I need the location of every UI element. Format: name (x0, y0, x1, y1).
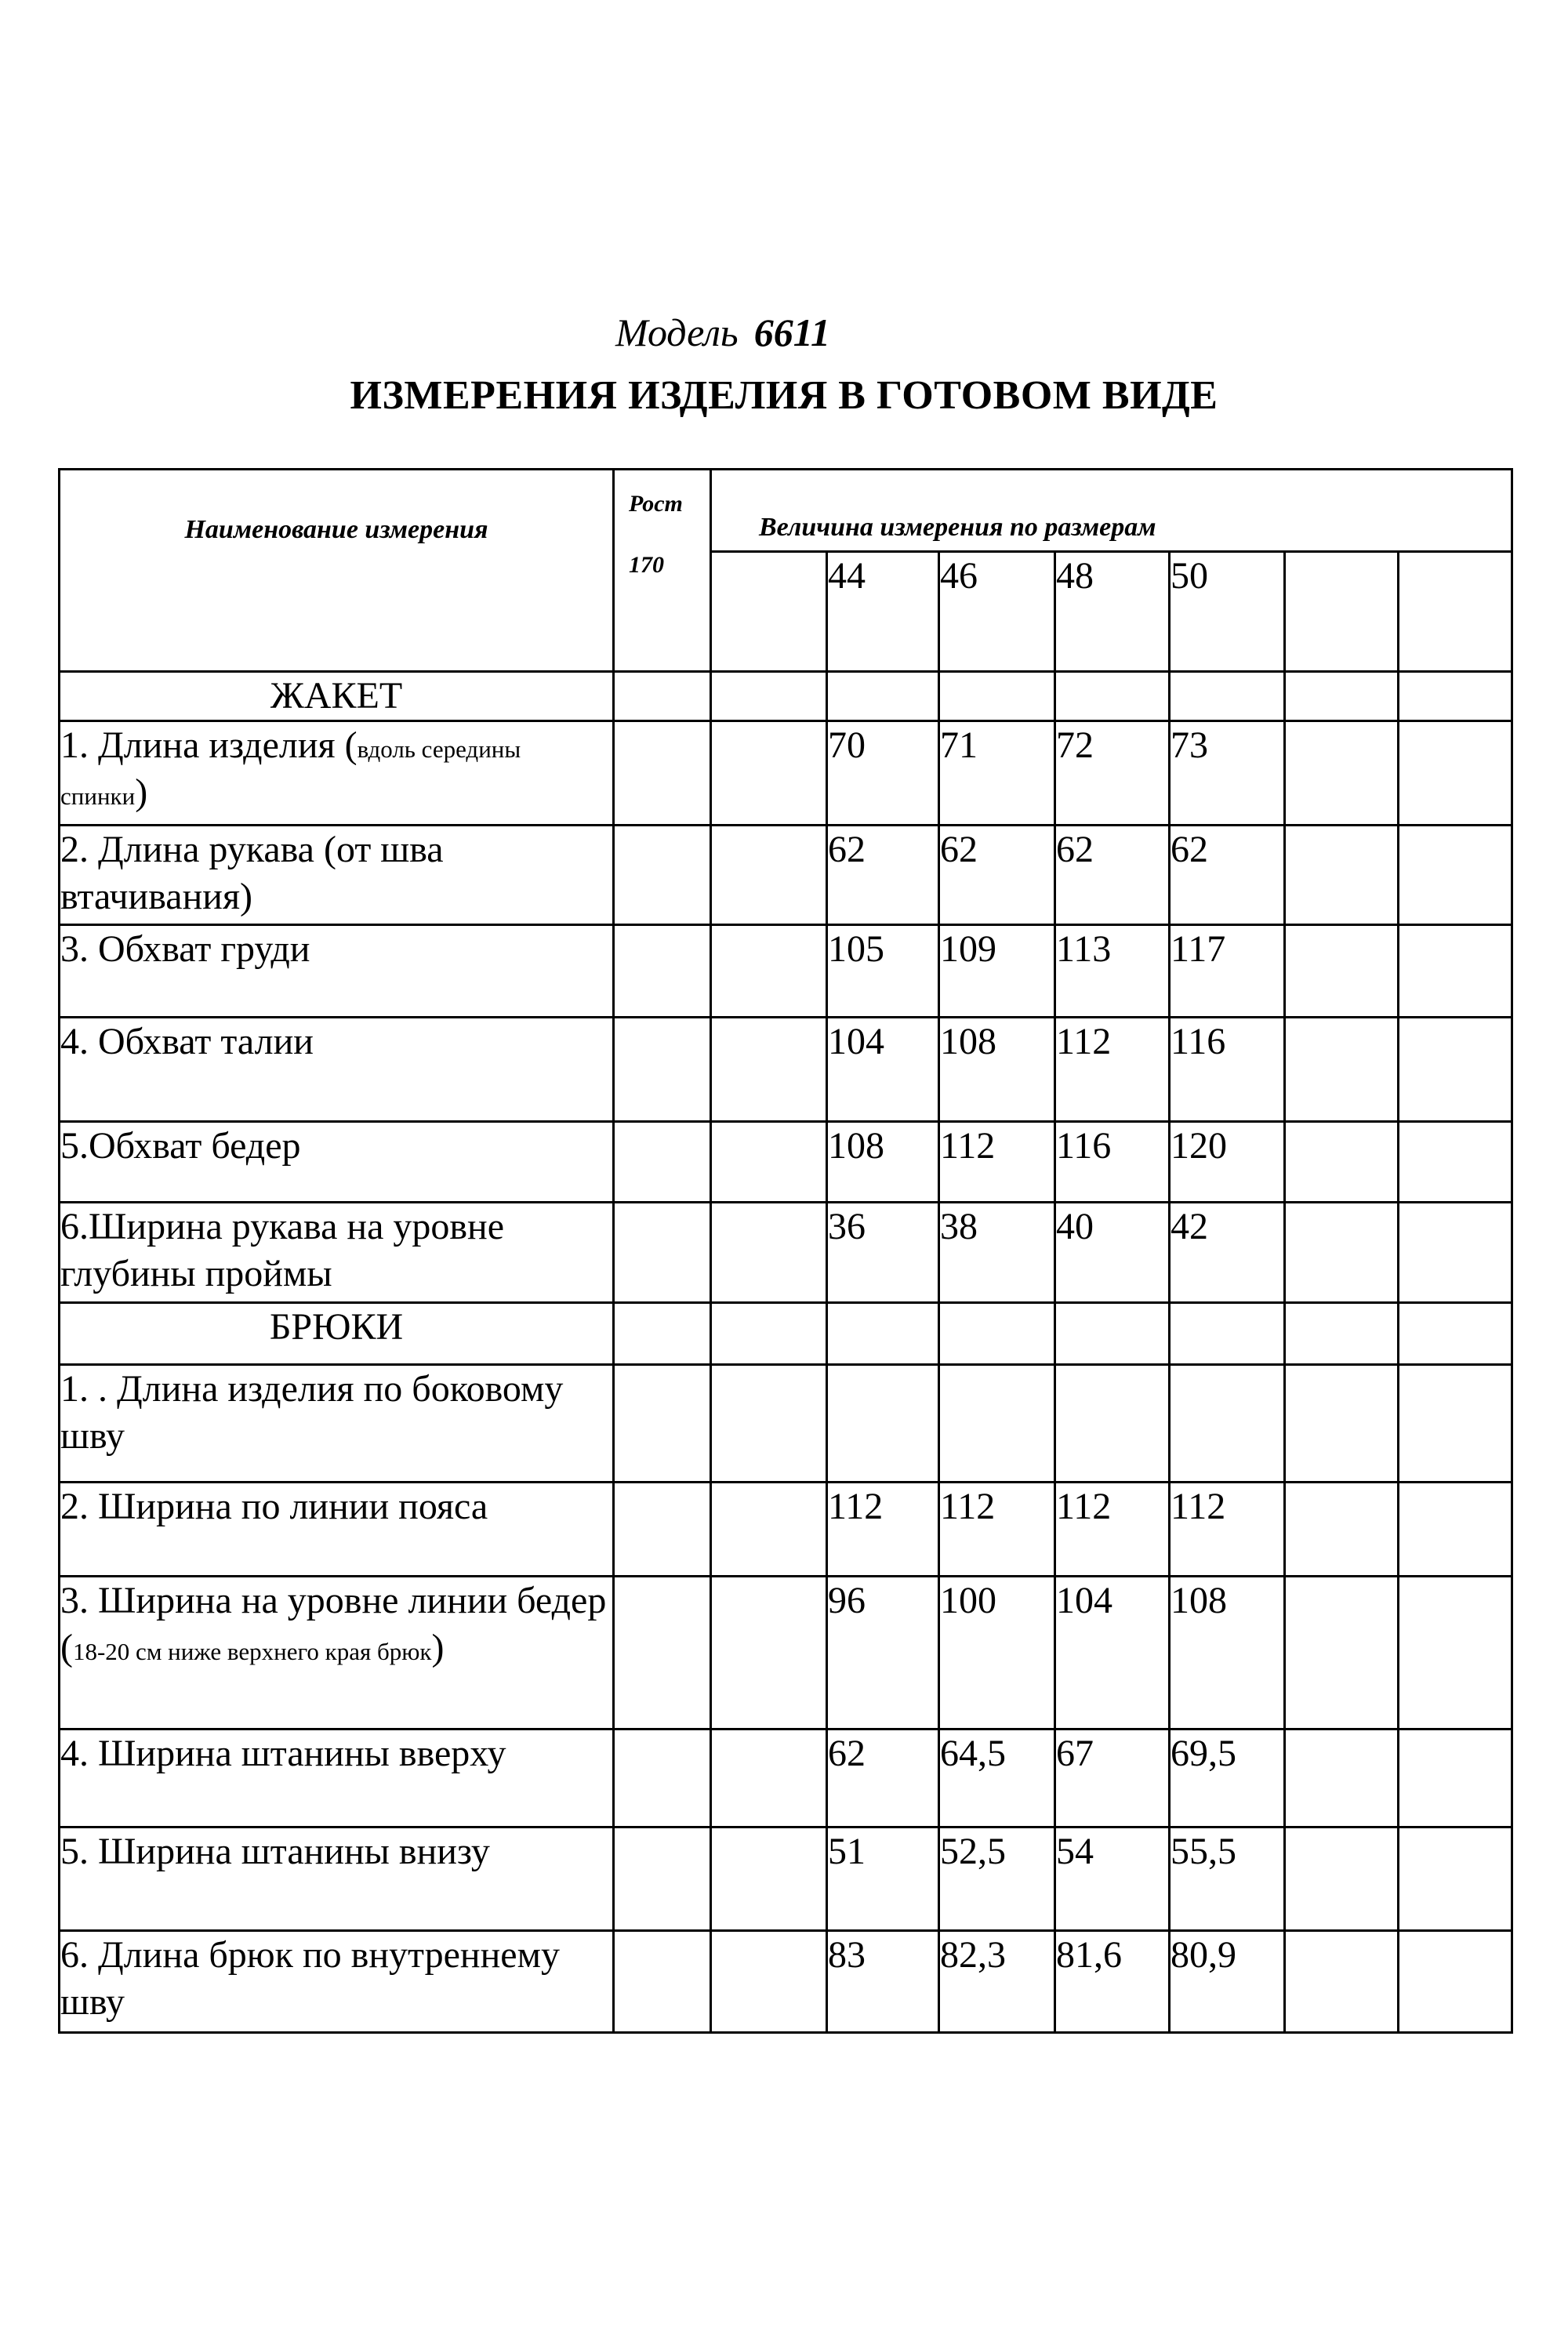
empty-cell (1170, 1303, 1285, 1365)
measurement-name (60, 1931, 614, 2033)
measurement-name-text: 5. Ширина штанины внизу (60, 1831, 490, 1872)
table-row (60, 1730, 1512, 1828)
value-cell: 112 (1055, 1018, 1170, 1122)
empty-cell (711, 1483, 827, 1577)
header-name-cell (60, 470, 614, 672)
empty-cell (711, 1122, 827, 1203)
value-cell: 82,3 (939, 1931, 1055, 2033)
section-title-row (60, 1303, 1512, 1365)
rost-cell (614, 925, 711, 1018)
table-row (60, 1577, 1512, 1730)
empty-cell (1399, 721, 1512, 826)
empty-cell (711, 1577, 827, 1730)
rost-cell (614, 1018, 711, 1122)
measurement-name-text: 2. Длина рукава (от шва втачивания) (60, 829, 444, 917)
measurement-name (60, 1122, 614, 1203)
measurement-name (60, 1483, 614, 1577)
rost-cell (614, 1203, 711, 1303)
measurement-name (60, 1365, 614, 1483)
measurement-name-text: 6. Длина брюк по внутреннему шву (60, 1934, 560, 2023)
table-row (60, 826, 1512, 925)
rost-cell (614, 1931, 711, 2033)
header-sizes-caption-cell (711, 470, 1512, 552)
value-cell (939, 1365, 1055, 1483)
model-label: Модель (615, 310, 739, 354)
value-cell: 120 (1170, 1122, 1285, 1203)
value-cell: 112 (827, 1483, 939, 1577)
table-row (60, 1122, 1512, 1203)
empty-cell (1285, 826, 1399, 925)
value-cell: 117 (1170, 925, 1285, 1018)
measurement-name-text: 1. Длина изделия ( (60, 724, 358, 766)
header-empty-cell (1399, 552, 1512, 672)
empty-cell (711, 1828, 827, 1931)
value-cell: 69,5 (1170, 1730, 1285, 1828)
value-cell (827, 1365, 939, 1483)
empty-cell (1285, 1931, 1399, 2033)
measurement-name-text: 5.Обхват бедер (60, 1125, 301, 1167)
value-cell: 113 (1055, 925, 1170, 1018)
value-cell: 55,5 (1170, 1828, 1285, 1931)
measurements-table (58, 468, 1513, 2034)
measurement-note: вдоль середины спинки (60, 735, 521, 810)
empty-cell (1399, 1365, 1512, 1483)
value-cell (1055, 1365, 1170, 1483)
size-header: 50 (1170, 552, 1285, 672)
header-empty-cell (1285, 552, 1399, 672)
header-rost-value: 170 (629, 552, 664, 578)
table-row (60, 1483, 1512, 1577)
measurement-name (60, 1828, 614, 1931)
table-row (60, 1365, 1512, 1483)
empty-cell (1285, 721, 1399, 826)
size-header: 46 (939, 552, 1055, 672)
value-cell: 42 (1170, 1203, 1285, 1303)
measurement-name-text: 4. Ширина штанины вверху (60, 1733, 506, 1774)
empty-cell (1399, 1203, 1512, 1303)
empty-cell (1170, 672, 1285, 721)
rost-cell (614, 1730, 711, 1828)
table-row (60, 721, 1512, 826)
measurement-name (60, 826, 614, 925)
value-cell: 83 (827, 1931, 939, 2033)
empty-cell (1399, 925, 1512, 1018)
empty-cell (1399, 1122, 1512, 1203)
value-cell: 62 (1170, 826, 1285, 925)
value-cell: 109 (939, 925, 1055, 1018)
value-cell: 108 (1170, 1577, 1285, 1730)
empty-cell (1399, 1730, 1512, 1828)
section-title-row (60, 672, 1512, 721)
section-jacket (60, 672, 1512, 1303)
empty-cell (1285, 1018, 1399, 1122)
measurement-note-close: ) (431, 1627, 445, 1668)
model-heading (615, 310, 830, 355)
empty-cell (711, 1018, 827, 1122)
value-cell: 112 (939, 1483, 1055, 1577)
header-rost-label: Рост (629, 491, 683, 517)
value-cell: 108 (939, 1018, 1055, 1122)
value-cell: 104 (1055, 1577, 1170, 1730)
measurement-name-text: 1. . Длина изделия по боковому шву (60, 1368, 564, 1457)
empty-cell (711, 1303, 827, 1365)
size-header: 48 (1055, 552, 1170, 672)
model-number: 6611 (753, 310, 830, 354)
measurement-name-text: 2. Ширина по линии пояса (60, 1486, 488, 1527)
section-trousers (60, 1303, 1512, 2033)
value-cell: 80,9 (1170, 1931, 1285, 2033)
empty-cell (1399, 1483, 1512, 1577)
value-cell: 64,5 (939, 1730, 1055, 1828)
measurement-name (60, 1203, 614, 1303)
value-cell: 72 (1055, 721, 1170, 826)
empty-cell (1285, 1122, 1399, 1203)
measurement-name-text: 3. Обхват груди (60, 928, 310, 970)
empty-cell (1285, 1828, 1399, 1931)
measurement-name (60, 925, 614, 1018)
empty-cell (1399, 826, 1512, 925)
empty-cell (1285, 1730, 1399, 1828)
empty-cell (1399, 1828, 1512, 1931)
empty-cell (711, 721, 827, 826)
value-cell: 81,6 (1055, 1931, 1170, 2033)
rost-cell (614, 1483, 711, 1577)
empty-cell (1399, 1018, 1512, 1122)
value-cell: 38 (939, 1203, 1055, 1303)
section-title: ЖАКЕТ (60, 672, 614, 721)
section-title: БРЮКИ (60, 1303, 614, 1365)
empty-cell (614, 1303, 711, 1365)
header-rost-cell (614, 470, 711, 672)
header-sizes-caption: Величина измерения по размерам (759, 513, 1156, 542)
value-cell: 62 (939, 826, 1055, 925)
measurement-name (60, 721, 614, 826)
rost-cell (614, 721, 711, 826)
rost-cell (614, 826, 711, 925)
table-row (60, 1931, 1512, 2033)
value-cell: 51 (827, 1828, 939, 1931)
value-cell: 62 (827, 826, 939, 925)
table-row (60, 1018, 1512, 1122)
empty-cell (1055, 1303, 1170, 1365)
empty-cell (1399, 1303, 1512, 1365)
empty-cell (711, 1931, 827, 2033)
value-cell: 70 (827, 721, 939, 826)
rost-cell (614, 1828, 711, 1931)
empty-cell (939, 1303, 1055, 1365)
empty-cell (1399, 672, 1512, 721)
empty-cell (1055, 672, 1170, 721)
rost-cell (614, 1122, 711, 1203)
empty-cell (711, 672, 827, 721)
empty-cell (1399, 1931, 1512, 2033)
header-name-label: Наименование измерения (184, 515, 488, 544)
value-cell: 112 (939, 1122, 1055, 1203)
empty-cell (614, 672, 711, 721)
value-cell: 112 (1055, 1483, 1170, 1577)
value-cell: 62 (827, 1730, 939, 1828)
measurement-name (60, 1577, 614, 1730)
table-row (60, 925, 1512, 1018)
measurement-name-text: 6.Ширина рукава на уровне глубины проймы (60, 1206, 505, 1294)
header-empty-cell (711, 552, 827, 672)
empty-cell (711, 826, 827, 925)
rost-cell (614, 1577, 711, 1730)
value-cell: 108 (827, 1122, 939, 1203)
value-cell: 40 (1055, 1203, 1170, 1303)
empty-cell (1285, 1577, 1399, 1730)
empty-cell (827, 1303, 939, 1365)
value-cell: 104 (827, 1018, 939, 1122)
page-title: ИЗМЕРЕНИЯ ИЗДЕЛИЯ В ГОТОВОМ ВИДЕ (350, 373, 1218, 418)
measurement-note: 18-20 см ниже верхнего края брюк (72, 1638, 432, 1665)
value-cell: 100 (939, 1577, 1055, 1730)
empty-cell (1285, 672, 1399, 721)
value-cell: 36 (827, 1203, 939, 1303)
empty-cell (1399, 1577, 1512, 1730)
empty-cell (711, 1365, 827, 1483)
value-cell: 116 (1170, 1018, 1285, 1122)
empty-cell (1285, 925, 1399, 1018)
value-cell: 73 (1170, 721, 1285, 826)
measurement-name (60, 1018, 614, 1122)
size-header: 44 (827, 552, 939, 672)
value-cell: 116 (1055, 1122, 1170, 1203)
measurement-name-text: 3. Ширина на уровне линии бедер ( (60, 1580, 607, 1668)
measurement-note-close: ) (135, 771, 148, 813)
empty-cell (827, 672, 939, 721)
empty-cell (1285, 1483, 1399, 1577)
empty-cell (711, 1730, 827, 1828)
table-row (60, 1828, 1512, 1931)
empty-cell (939, 672, 1055, 721)
value-cell: 112 (1170, 1483, 1285, 1577)
empty-cell (711, 1203, 827, 1303)
value-cell: 96 (827, 1577, 939, 1730)
empty-cell (1285, 1203, 1399, 1303)
empty-cell (1285, 1365, 1399, 1483)
value-cell: 54 (1055, 1828, 1170, 1931)
table-row (60, 1203, 1512, 1303)
value-cell: 67 (1055, 1730, 1170, 1828)
value-cell: 71 (939, 721, 1055, 826)
empty-cell (1285, 1303, 1399, 1365)
empty-cell (711, 925, 827, 1018)
value-cell: 52,5 (939, 1828, 1055, 1931)
value-cell: 105 (827, 925, 939, 1018)
measurement-name-text: 4. Обхват талии (60, 1021, 314, 1062)
measurement-name (60, 1730, 614, 1828)
rost-cell (614, 1365, 711, 1483)
value-cell: 62 (1055, 826, 1170, 925)
value-cell (1170, 1365, 1285, 1483)
